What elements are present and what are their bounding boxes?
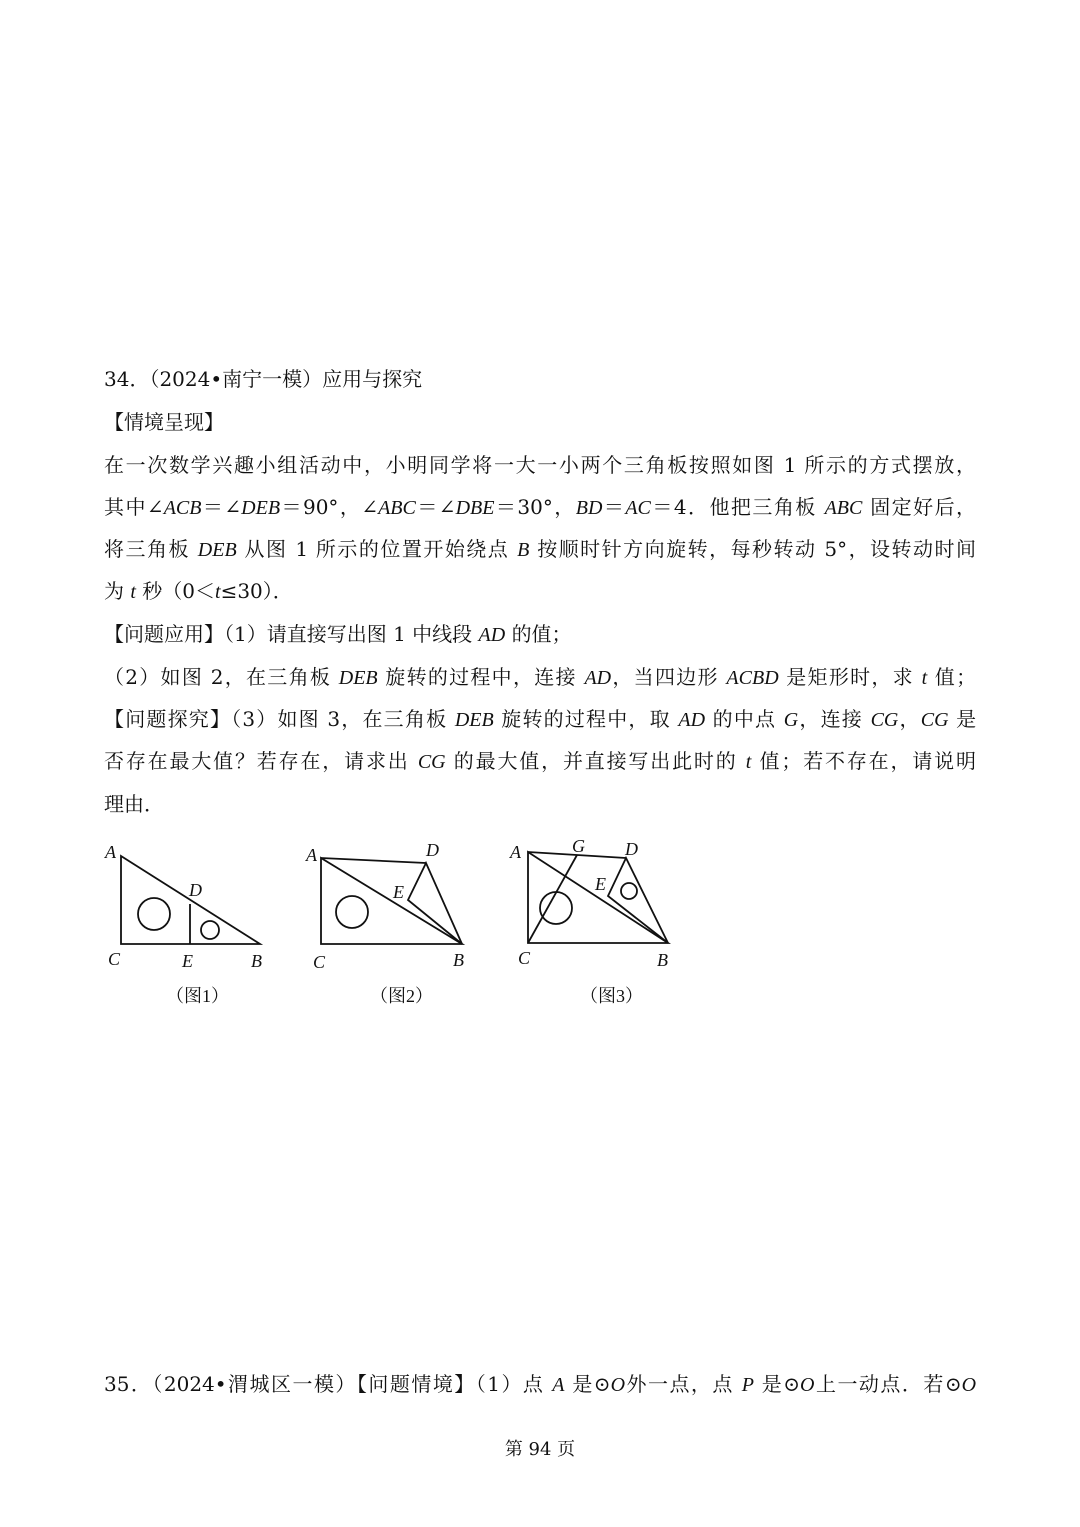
label-e: E: [393, 882, 404, 902]
segment-ad: [321, 858, 426, 863]
label-c: C: [518, 948, 531, 968]
big-hole-circle: [336, 896, 368, 928]
q34-part-3-line-3: 理由．: [104, 792, 164, 816]
label-d: D: [189, 880, 202, 900]
q34-part-1: 【问题应用】（1）请直接写出图 1 中线段 AD 的值；: [104, 622, 572, 646]
big-hole-circle: [138, 898, 170, 930]
figure-1-diagram: [100, 838, 280, 1010]
label-a: A: [510, 842, 521, 862]
label-e: E: [182, 951, 193, 971]
q34-part-2: （2）如图 2，在三角板 DEB 旋转的过程中，连接 AD，当四边形 ACBD 是矩形时，求 t 值；: [104, 665, 977, 689]
triangle-deb: [608, 858, 668, 943]
label-b: B: [657, 950, 668, 970]
figure-2-diagram: [300, 838, 490, 1010]
label-g: G: [572, 836, 585, 856]
label-d: D: [426, 840, 439, 860]
caption-figure-1: （图1）: [166, 986, 229, 1006]
label-c: C: [108, 949, 121, 969]
triangle-abc: [528, 852, 668, 943]
label-a: A: [105, 842, 116, 862]
small-hole-circle: [621, 883, 637, 899]
q34-line-4: 其中∠ACB＝∠DEB＝90°，∠ABC＝∠DBE＝30°，BD＝AC＝4．他把三角板 ABC 固定好后，: [104, 495, 977, 519]
caption-figure-2: （图2）: [370, 986, 433, 1006]
q34-line-6: 为 t 秒（0＜t≤30）．: [104, 579, 293, 603]
q34-line-3: 在一次数学兴趣小组活动中，小明同学将一大一小两个三角板按照如图 1 所示的方式摆放，: [104, 453, 976, 477]
label-b: B: [251, 951, 262, 971]
label-d: D: [625, 839, 638, 859]
q34-part-3-line-1: 【问题探究】（3）如图 3，在三角板 DEB 旋转的过程中，取 AD 的中点 G，连接 CG，CG 是: [104, 707, 977, 731]
figure-2: [300, 838, 490, 1010]
triangle-abc: [321, 858, 462, 944]
triangle-deb: [408, 863, 462, 944]
big-hole-circle: [540, 892, 572, 924]
small-hole-circle: [201, 921, 219, 939]
page-number: 第 94 页: [504, 1439, 576, 1460]
label-e: E: [595, 874, 606, 894]
q34-line-5: 将三角板 DEB 从图 1 所示的位置开始绕点 B 按顺时针方向旋转，每秒转动 5°，设转动时间: [104, 537, 976, 561]
question-34-title: 34．（2024•南宁一模）应用与探究: [104, 367, 423, 391]
q34-part-3-line-2: 否存在最大值？若存在，请求出 CG 的最大值，并直接写出此时的 t 值；若不存在，请说明: [104, 749, 977, 773]
section-scenario: 【情境呈现】: [104, 410, 224, 434]
figure-3-diagram: [500, 838, 690, 1010]
label-b: B: [453, 950, 464, 970]
label-c: C: [313, 952, 326, 972]
caption-figure-3: （图3）: [580, 986, 643, 1006]
question-35-title: 35．（2024•渭城区一模）【问题情境】（1）点 A 是⊙O外一点，点 P 是⊙O上一动点．若⊙O: [104, 1372, 977, 1396]
label-a: A: [306, 845, 317, 865]
figure-1: [100, 838, 280, 1010]
figure-3: [500, 838, 690, 1010]
